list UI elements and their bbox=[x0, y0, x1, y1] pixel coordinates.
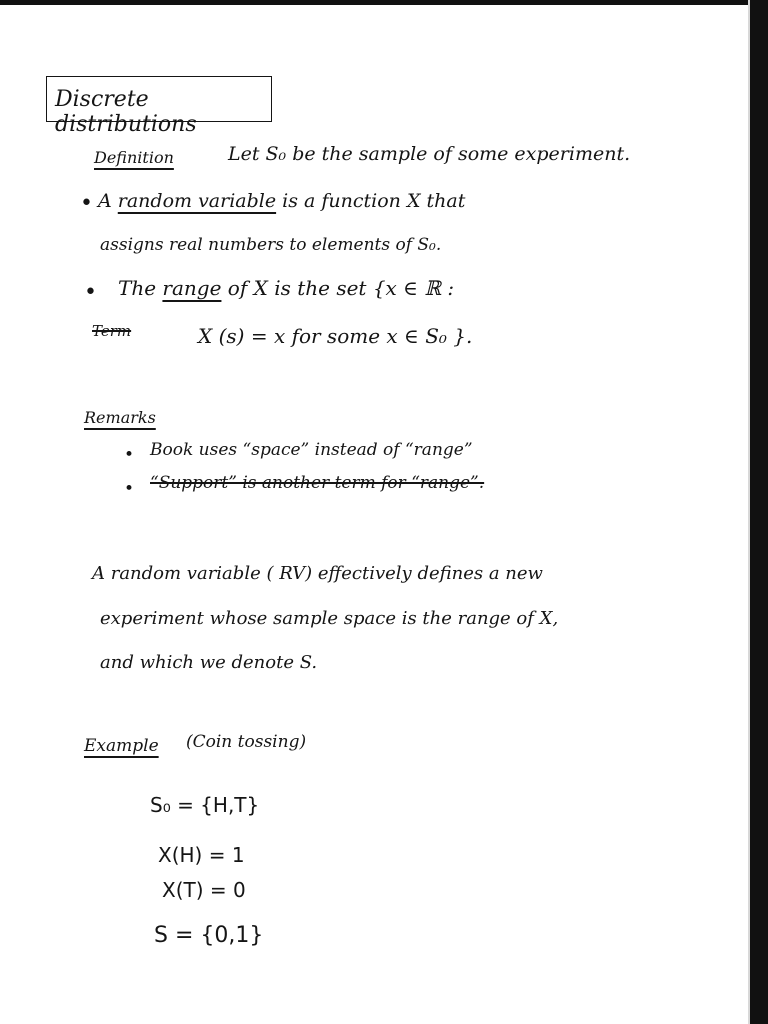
remarks-label: Remarks bbox=[84, 408, 156, 427]
bullet1-line2: assigns real numbers to elements of S₀. bbox=[100, 235, 442, 255]
bullet1-term: random variable bbox=[117, 190, 277, 212]
section-title: Discrete distributions bbox=[55, 87, 197, 137]
example-eq-tails: X(T) = 0 bbox=[162, 878, 246, 902]
paragraph-line-2: experiment whose sample space is the range of X, bbox=[100, 608, 559, 629]
scan-border-top bbox=[0, 0, 756, 5]
bullet2-term: range bbox=[162, 276, 222, 300]
example-eq-range: S = {0,1} bbox=[154, 923, 264, 948]
example-eq-sample-space: S₀ = {H,T} bbox=[150, 793, 260, 817]
example-note: (Coin tossing) bbox=[186, 732, 307, 752]
section-title-box bbox=[46, 76, 272, 137]
struck-term: Term bbox=[92, 322, 132, 340]
example-label: Example bbox=[84, 736, 159, 756]
paragraph-line-3: and which we denote S. bbox=[100, 652, 318, 673]
remark-bullet-1: • bbox=[124, 445, 135, 465]
bullet-dot-2: • bbox=[84, 280, 97, 305]
bullet1-prefix: A bbox=[98, 190, 118, 212]
bullet2-prefix: The bbox=[118, 276, 163, 300]
scan-border-right bbox=[750, 0, 768, 1024]
example-eq-heads: X(H) = 1 bbox=[158, 843, 245, 867]
definition-intro: Let S₀ be the sample of some experiment. bbox=[228, 143, 631, 165]
bullet2-line2: X (s) = x for some x ∈ S₀ }. bbox=[198, 324, 473, 348]
bullet-dot-1: • bbox=[80, 191, 93, 216]
paragraph-line-1: A random variable ( RV) effectively defines a new bbox=[92, 563, 543, 584]
bullet1-rest: is a function X that bbox=[276, 190, 466, 212]
bullet1-line1 bbox=[98, 192, 465, 211]
remark-bullet-2: • bbox=[124, 479, 135, 499]
remark-item-1: Book uses “space” instead of “range” bbox=[150, 440, 473, 460]
definition-label: Definition bbox=[94, 148, 174, 167]
remark-item-2-struck: “Support” is another term for “range”. bbox=[150, 473, 485, 493]
bullet2-line1 bbox=[118, 278, 454, 298]
bullet2-rest: of X is the set {x ∈ ℝ : bbox=[221, 276, 455, 300]
